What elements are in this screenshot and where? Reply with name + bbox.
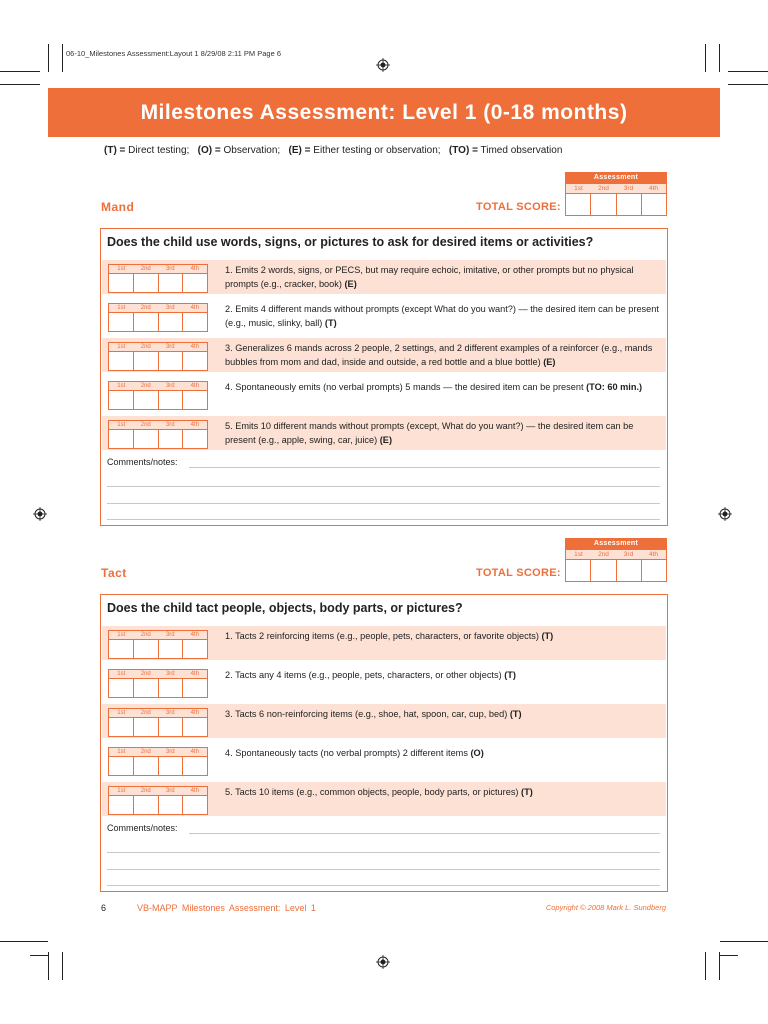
- assessment-col-label: 4th: [190, 266, 199, 272]
- comments-label: Comments/notes:: [107, 823, 178, 833]
- assessment-col-label: 1st: [117, 710, 126, 716]
- legend-text: Timed observation: [480, 145, 563, 156]
- assessment-col-label: 3rd: [165, 749, 175, 755]
- milestone-row: [102, 338, 666, 372]
- milestone-row: [102, 299, 666, 333]
- score-box[interactable]: [134, 430, 159, 448]
- score-box[interactable]: [109, 796, 134, 814]
- score-box[interactable]: [159, 640, 184, 658]
- assessment-col-label: 2nd: [140, 749, 151, 755]
- score-box[interactable]: [617, 560, 642, 581]
- score-box[interactable]: [109, 718, 134, 736]
- score-box[interactable]: [134, 313, 159, 331]
- milestone-number: 2.: [225, 670, 233, 680]
- score-box[interactable]: [109, 391, 134, 409]
- milestone-description: Tacts any 4 items (e.g., people, pets, characters, or other objects): [235, 670, 502, 680]
- milestone-description: Emits 10 different mands without prompts (except, What do you want?) — the desired item can be present (e.g., apple, swing, car, juice): [225, 421, 634, 445]
- comment-line[interactable]: [107, 503, 660, 504]
- milestone-score-grid: [108, 786, 208, 815]
- footer-title: VB-MAPP Milestones Assessment: Level 1: [137, 903, 316, 913]
- assessment-col-label: 4th: [190, 422, 199, 428]
- score-box[interactable]: [183, 274, 207, 292]
- score-box[interactable]: [109, 757, 134, 775]
- milestone-number: 1.: [225, 265, 233, 275]
- score-box[interactable]: [134, 757, 159, 775]
- milestone-code: (T): [324, 318, 337, 328]
- assessment-col-label: 3rd: [623, 185, 634, 192]
- assessment-col-label: 4th: [190, 788, 199, 794]
- score-box[interactable]: [566, 194, 591, 215]
- milestone-score-grid: [108, 420, 208, 449]
- score-box[interactable]: [134, 796, 159, 814]
- assessment-col-label: 4th: [190, 383, 199, 389]
- assessment-col-label: 2nd: [140, 344, 151, 350]
- assessment-col-label: 1st: [117, 788, 126, 794]
- assessment-col-label: 4th: [190, 749, 199, 755]
- comment-line[interactable]: [107, 519, 660, 520]
- milestone-code: (T): [541, 631, 554, 641]
- assessment-col-label: 2nd: [140, 305, 151, 311]
- mand-question: Does the child use words, signs, or pictures to ask for desired items or activities?: [107, 235, 594, 249]
- milestone-code: (E): [344, 279, 357, 289]
- comment-line[interactable]: [107, 885, 660, 886]
- milestone-score-grid: [108, 630, 208, 659]
- milestone-row: [102, 743, 666, 777]
- milestone-text: [225, 302, 661, 330]
- milestone-code: (TO: 60 min.): [586, 382, 643, 392]
- milestone-row: [102, 260, 666, 294]
- comment-line[interactable]: [189, 467, 660, 468]
- milestone-row: [102, 782, 666, 816]
- milestone-row: [102, 704, 666, 738]
- milestone-score-grid: [108, 381, 208, 410]
- milestone-text: [225, 341, 661, 369]
- score-box[interactable]: [134, 640, 159, 658]
- milestone-score-grid: [108, 708, 208, 737]
- assessment-col-label: 1st: [574, 551, 583, 558]
- assessment-col-label: 1st: [117, 749, 126, 755]
- registration-mark-icon: [33, 507, 47, 521]
- assessment-col-label: 1st: [117, 344, 126, 350]
- score-box[interactable]: [159, 391, 184, 409]
- legend-code: (O) =: [197, 145, 221, 156]
- milestone-text: [225, 380, 661, 394]
- assessment-col-label: 2nd: [140, 632, 151, 638]
- score-box[interactable]: [183, 352, 207, 370]
- section-label-tact: Tact: [101, 566, 127, 580]
- total-score-assessment: [565, 538, 667, 582]
- milestone-text: [225, 419, 661, 447]
- milestone-description: Tacts 2 reinforcing items (e.g., people, pets, characters, or favorite objects): [235, 631, 539, 641]
- score-box[interactable]: [109, 430, 134, 448]
- score-box[interactable]: [617, 194, 642, 215]
- score-box[interactable]: [134, 679, 159, 697]
- assessment-col-label: 2nd: [598, 185, 609, 192]
- score-box[interactable]: [159, 352, 184, 370]
- score-box[interactable]: [159, 430, 184, 448]
- copyright-notice: Copyright © 2008 Mark L. Sundberg: [545, 903, 666, 912]
- assessment-col-label: 4th: [648, 185, 659, 192]
- assessment-col-label: 4th: [190, 671, 199, 677]
- assessment-col-label: 1st: [574, 185, 583, 192]
- total-score-label: TOTAL SCORE:: [476, 567, 561, 579]
- milestone-number: 5.: [225, 421, 233, 431]
- score-box[interactable]: [183, 313, 207, 331]
- legend-code: (E) =: [288, 145, 311, 156]
- registration-mark-icon: [376, 955, 390, 969]
- mand-section: [100, 228, 668, 526]
- score-box[interactable]: [642, 560, 666, 581]
- milestone-text: [225, 785, 661, 799]
- score-box[interactable]: [642, 194, 666, 215]
- milestone-description: Tacts 6 non-reinforcing items (e.g., shoe, hat, spoon, car, cup, bed): [235, 709, 508, 719]
- comment-line[interactable]: [189, 833, 660, 834]
- assessment-col-label: 2nd: [598, 551, 609, 558]
- milestone-score-grid: [108, 342, 208, 371]
- assessment-col-label: 3rd: [165, 266, 175, 272]
- assessment-col-label: 2nd: [140, 383, 151, 389]
- legend-code: (TO) =: [448, 145, 478, 156]
- title-banner: [48, 88, 720, 137]
- milestone-text: [225, 746, 661, 760]
- milestone-code: (T): [504, 670, 516, 680]
- milestone-code: (T): [521, 787, 533, 797]
- assessment-col-label: 3rd: [165, 344, 175, 350]
- assessment-col-label: 2nd: [140, 788, 151, 794]
- score-box[interactable]: [134, 352, 159, 370]
- score-box[interactable]: [159, 313, 184, 331]
- score-box[interactable]: [159, 679, 184, 697]
- assessment-col-label: 3rd: [165, 632, 175, 638]
- comment-line[interactable]: [107, 852, 660, 853]
- assessment-col-label: 3rd: [165, 383, 175, 389]
- score-box[interactable]: [109, 313, 134, 331]
- score-box[interactable]: [109, 679, 134, 697]
- score-box[interactable]: [109, 274, 134, 292]
- milestone-number: 2.: [225, 304, 233, 314]
- milestone-text: [225, 707, 661, 721]
- milestone-score-grid: [108, 303, 208, 332]
- score-box[interactable]: [591, 560, 616, 581]
- assessment-col-label: 1st: [117, 266, 126, 272]
- tact-section: [100, 594, 668, 892]
- assessment-col-label: 3rd: [165, 305, 175, 311]
- milestone-number: 1.: [225, 631, 233, 641]
- assessment-col-label: 4th: [190, 344, 199, 350]
- assessment-col-label: 1st: [117, 632, 126, 638]
- milestone-description: Emits 2 words, signs, or PECS, but may require echoic, imitative, or other prompts but no physical prompts (e.g., cracker, book): [225, 265, 634, 289]
- legend-text: Observation;: [223, 145, 281, 156]
- milestone-code: (E): [379, 435, 392, 445]
- assessment-col-label: 1st: [117, 305, 126, 311]
- milestone-code: (E): [543, 357, 556, 367]
- milestone-row: [102, 665, 666, 699]
- milestone-text: [225, 263, 661, 291]
- page-number: 6: [101, 903, 107, 913]
- assessment-col-label: 2nd: [140, 422, 151, 428]
- total-score-assessment: [565, 172, 667, 216]
- scoring-legend: [104, 145, 666, 156]
- milestone-score-grid: [108, 747, 208, 776]
- milestone-text: [225, 629, 661, 643]
- assessment-col-label: 3rd: [165, 788, 175, 794]
- legend-text: Either testing or observation;: [313, 145, 441, 156]
- assessment-col-label: 2nd: [140, 671, 151, 677]
- comments-label: Comments/notes:: [107, 457, 178, 467]
- assessment-col-label: 4th: [190, 305, 199, 311]
- score-box[interactable]: [183, 391, 207, 409]
- assessment-col-label: 2nd: [140, 710, 151, 716]
- registration-mark-icon: [718, 507, 732, 521]
- assessment-header: Assessment: [565, 538, 667, 549]
- comment-line[interactable]: [107, 869, 660, 870]
- assessment-col-label: 1st: [117, 671, 126, 677]
- milestone-row: [102, 626, 666, 660]
- legend-text: Direct testing;: [128, 145, 190, 156]
- score-box[interactable]: [183, 757, 207, 775]
- score-box[interactable]: [134, 718, 159, 736]
- score-box[interactable]: [183, 679, 207, 697]
- assessment-col-label: 3rd: [165, 422, 175, 428]
- score-box[interactable]: [183, 640, 207, 658]
- page-title: Milestones Assessment: Level 1 (0-18 months): [140, 101, 628, 124]
- assessment-col-label: 3rd: [165, 671, 175, 677]
- score-box[interactable]: [159, 274, 184, 292]
- milestone-code: (O): [470, 748, 484, 758]
- score-box[interactable]: [183, 796, 207, 814]
- total-score-label: TOTAL SCORE:: [476, 201, 561, 213]
- milestone-score-grid: [108, 264, 208, 293]
- registration-mark-icon: [376, 58, 390, 72]
- assessment-col-label: 4th: [190, 710, 199, 716]
- milestone-row: [102, 377, 666, 411]
- assessment-col-label: 3rd: [623, 551, 634, 558]
- tact-question: Does the child tact people, objects, body parts, or pictures?: [107, 601, 463, 615]
- score-box[interactable]: [134, 274, 159, 292]
- score-box[interactable]: [109, 352, 134, 370]
- milestone-text: [225, 668, 661, 682]
- score-box[interactable]: [591, 194, 616, 215]
- score-box[interactable]: [109, 640, 134, 658]
- assessment-col-label: 1st: [117, 422, 126, 428]
- score-box[interactable]: [159, 757, 184, 775]
- assessment-col-label: 4th: [190, 632, 199, 638]
- milestone-number: 3.: [225, 709, 233, 719]
- section-label-mand: Mand: [101, 200, 135, 214]
- milestone-description: Generalizes 6 mands across 2 people, 2 settings, and 2 different examples of a reinforcer (e.g., mands bubbles from mom and dad, inside and outside, a red bottle and a blue bottle): [225, 343, 653, 367]
- milestone-description: Spontaneously tacts (no verbal prompts) 2 different items: [235, 748, 468, 758]
- comment-line[interactable]: [107, 486, 660, 487]
- milestone-number: 3.: [225, 343, 233, 353]
- score-box[interactable]: [159, 718, 184, 736]
- milestone-number: 4.: [225, 748, 233, 758]
- score-box[interactable]: [159, 796, 184, 814]
- assessment-col-label: 2nd: [140, 266, 151, 272]
- score-box[interactable]: [134, 391, 159, 409]
- milestone-description: Emits 4 different mands without prompts (except What do you want?) — the desired item can be present (e.g., music, slinky, ball): [225, 304, 659, 328]
- milestone-number: 4.: [225, 382, 233, 392]
- milestone-row: [102, 416, 666, 450]
- milestone-number: 5.: [225, 787, 233, 797]
- score-box[interactable]: [566, 560, 591, 581]
- print-slug: 06-10_Milestones Assessment:Layout 1 8/29/08 2:11 PM Page 6: [66, 49, 281, 58]
- assessment-col-label: 1st: [117, 383, 126, 389]
- score-box[interactable]: [183, 718, 207, 736]
- milestone-description: Spontaneously emits (no verbal prompts) 5 mands — the desired item can be present: [235, 382, 584, 392]
- milestone-code: (T): [509, 709, 522, 719]
- assessment-col-label: 4th: [648, 551, 659, 558]
- milestone-score-grid: [108, 669, 208, 698]
- legend-code: (T) =: [104, 145, 126, 156]
- assessment-header: Assessment: [565, 172, 667, 183]
- assessment-col-label: 3rd: [165, 710, 175, 716]
- milestone-description: Tacts 10 items (e.g., common objects, people, body parts, or pictures): [235, 787, 519, 797]
- score-box[interactable]: [183, 430, 207, 448]
